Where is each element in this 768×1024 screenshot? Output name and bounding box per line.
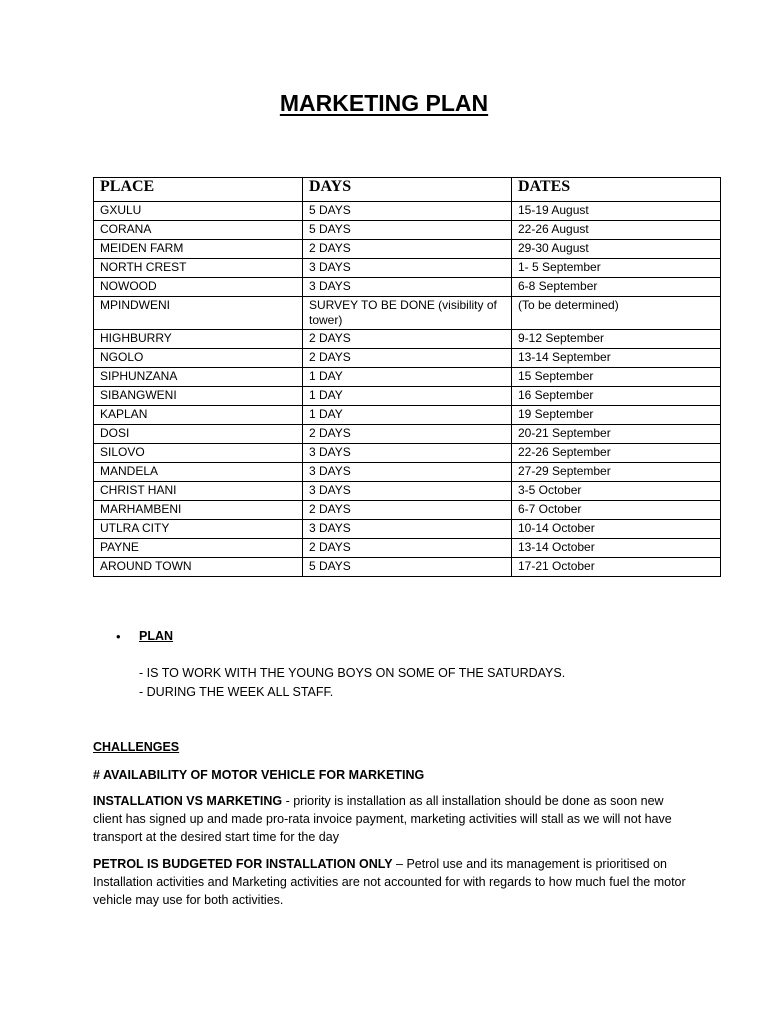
cell-place: CHRIST HANI bbox=[94, 482, 303, 501]
cell-days: 3 DAYS bbox=[303, 520, 512, 539]
cell-dates: 1- 5 September bbox=[512, 259, 721, 278]
cell-place: DOSI bbox=[94, 425, 303, 444]
cell-days: 2 DAYS bbox=[303, 425, 512, 444]
cell-days: 2 DAYS bbox=[303, 349, 512, 368]
cell-place: MEIDEN FARM bbox=[94, 240, 303, 259]
cell-place: AROUND TOWN bbox=[94, 558, 303, 577]
cell-place: NGOLO bbox=[94, 349, 303, 368]
cell-place: CORANA bbox=[94, 221, 303, 240]
plan-line: - DURING THE WEEK ALL STAFF. bbox=[139, 685, 334, 699]
cell-dates: 13-14 September bbox=[512, 349, 721, 368]
table-row bbox=[94, 202, 721, 221]
table-row bbox=[94, 330, 721, 349]
plan-line: - IS TO WORK WITH THE YOUNG BOYS ON SOME OF THE SATURDAYS. bbox=[139, 666, 566, 680]
paragraph-text: - priority is installation as all installation should be done as soon new client has signed up and made pro-rata invoice payment, marketing activities will stall as we will not have transport at the desired start time for the day bbox=[93, 794, 672, 844]
cell-place: MPINDWENI bbox=[94, 297, 303, 330]
bullet-icon: • bbox=[116, 629, 121, 644]
table-row bbox=[94, 463, 721, 482]
cell-dates: 15-19 August bbox=[512, 202, 721, 221]
cell-days: 2 DAYS bbox=[303, 330, 512, 349]
table-row bbox=[94, 406, 721, 425]
cell-dates: 22-26 September bbox=[512, 444, 721, 463]
cell-days: 3 DAYS bbox=[303, 278, 512, 297]
cell-dates: 16 September bbox=[512, 387, 721, 406]
cell-days: 3 DAYS bbox=[303, 444, 512, 463]
paragraph-bold-lead: PETROL IS BUDGETED FOR INSTALLATION ONLY bbox=[93, 857, 393, 871]
cell-place: SIBANGWENI bbox=[94, 387, 303, 406]
cell-place: MARHAMBENI bbox=[94, 501, 303, 520]
cell-days: 5 DAYS bbox=[303, 558, 512, 577]
cell-dates: 27-29 September bbox=[512, 463, 721, 482]
table-row bbox=[94, 240, 721, 259]
cell-days: 3 DAYS bbox=[303, 463, 512, 482]
table-row bbox=[94, 520, 721, 539]
header-days: DAYS bbox=[303, 178, 512, 202]
table-row bbox=[94, 501, 721, 520]
cell-place: HIGHBURRY bbox=[94, 330, 303, 349]
cell-place: MANDELA bbox=[94, 463, 303, 482]
cell-days: 3 DAYS bbox=[303, 482, 512, 501]
table-row bbox=[94, 297, 721, 330]
cell-dates: 17-21 October bbox=[512, 558, 721, 577]
cell-place: UTLRA CITY bbox=[94, 520, 303, 539]
table-row bbox=[94, 349, 721, 368]
plan-lines bbox=[139, 664, 565, 702]
cell-place: NORTH CREST bbox=[94, 259, 303, 278]
cell-days: 1 DAY bbox=[303, 406, 512, 425]
cell-days: 5 DAYS bbox=[303, 221, 512, 240]
cell-place: SIPHUNZANA bbox=[94, 368, 303, 387]
header-dates: DATES bbox=[512, 178, 721, 202]
cell-dates: 29-30 August bbox=[512, 240, 721, 259]
table-row bbox=[94, 539, 721, 558]
cell-dates: (To be determined) bbox=[512, 297, 721, 330]
table-row bbox=[94, 558, 721, 577]
cell-dates: 22-26 August bbox=[512, 221, 721, 240]
table-row bbox=[94, 259, 721, 278]
cell-days: 3 DAYS bbox=[303, 259, 512, 278]
page-title: MARKETING PLAN bbox=[279, 90, 489, 116]
cell-days: 2 DAYS bbox=[303, 501, 512, 520]
table-row bbox=[94, 387, 721, 406]
cell-days: SURVEY TO BE DONE (visibility of tower) bbox=[303, 297, 512, 330]
cell-days: 2 DAYS bbox=[303, 539, 512, 558]
cell-days: 1 DAY bbox=[303, 368, 512, 387]
cell-dates: 19 September bbox=[512, 406, 721, 425]
plan-heading: PLAN bbox=[139, 629, 174, 643]
table-row bbox=[94, 425, 721, 444]
cell-place: NOWOOD bbox=[94, 278, 303, 297]
cell-place: SILOVO bbox=[94, 444, 303, 463]
cell-dates: 13-14 October bbox=[512, 539, 721, 558]
cell-dates: 20-21 September bbox=[512, 425, 721, 444]
petrol-budget-paragraph bbox=[93, 855, 693, 909]
cell-dates: 6-8 September bbox=[512, 278, 721, 297]
cell-place: KAPLAN bbox=[94, 406, 303, 425]
table-row bbox=[94, 278, 721, 297]
cell-dates: 3-5 October bbox=[512, 482, 721, 501]
cell-dates: 15 September bbox=[512, 368, 721, 387]
installation-vs-marketing-paragraph bbox=[93, 792, 693, 846]
cell-dates: 10-14 October bbox=[512, 520, 721, 539]
cell-place: GXULU bbox=[94, 202, 303, 221]
cell-days: 5 DAYS bbox=[303, 202, 512, 221]
table-header-row bbox=[94, 178, 721, 202]
marketing-plan-table bbox=[93, 177, 721, 577]
challenges-heading: CHALLENGES bbox=[93, 740, 180, 754]
paragraph-text: – Petrol use and its management is prioritised on Installation activities and Marketing activities are not accounted for with regards to how much fuel the motor vehicle may use for both activities. bbox=[93, 857, 686, 907]
cell-days: 2 DAYS bbox=[303, 240, 512, 259]
table-row bbox=[94, 368, 721, 387]
cell-dates: 6-7 October bbox=[512, 501, 721, 520]
table-row bbox=[94, 221, 721, 240]
paragraph-bold-lead: INSTALLATION VS MARKETING bbox=[93, 794, 283, 808]
table-row bbox=[94, 482, 721, 501]
cell-place: PAYNE bbox=[94, 539, 303, 558]
table-row bbox=[94, 444, 721, 463]
cell-days: 1 DAY bbox=[303, 387, 512, 406]
availability-heading: # AVAILABILITY OF MOTOR VEHICLE FOR MARKETING bbox=[93, 768, 425, 782]
cell-dates: 9-12 September bbox=[512, 330, 721, 349]
header-place: PLACE bbox=[94, 178, 303, 202]
